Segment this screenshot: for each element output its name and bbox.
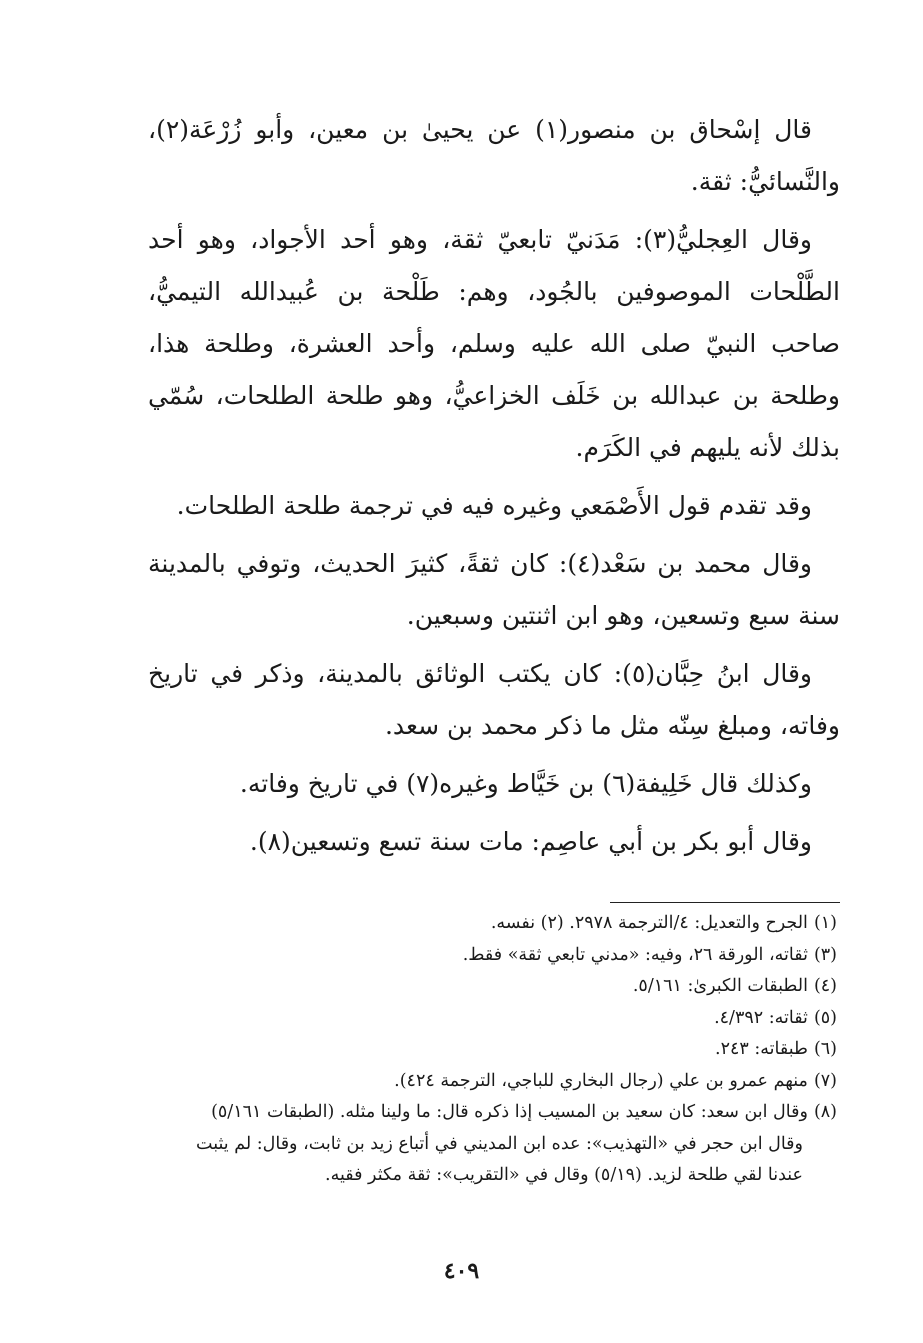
footnote-continuation: وقال ابن حجر في «التهذيب»: عده ابن المديني في أتباع زيد بن ثابت، وقال: لم يثبت	[196, 1133, 803, 1154]
main-text	[148, 104, 840, 874]
footnote	[145, 1097, 837, 1129]
footnote-number: (٦)	[813, 1039, 837, 1059]
footnote-number: (١)	[813, 913, 837, 933]
footnote-number: (٣)	[813, 944, 837, 965]
footnote-text: ثقاته، الورقة ٢٦، وفيه: «مدني تابعي ثقة» فقط.	[462, 944, 808, 965]
footnote-number: (٨)	[813, 1102, 837, 1122]
paragraph: وقد تقدم قول الأَصْمَعي وغيره فيه في ترجمة طلحة الطلحات.	[176, 491, 812, 520]
page-number: ٤٠٩	[443, 1258, 480, 1284]
paragraph: وقال أبو بكر بن أبي عاصِم: مات سنة تسع وتسعين(٨).	[249, 827, 812, 856]
footnote	[145, 1034, 837, 1066]
footnote	[145, 940, 837, 972]
footnote	[145, 908, 837, 940]
footnotes	[145, 908, 837, 1192]
paragraph: وقال محمد بن سَعْد(٤): كان ثقةً، كثيرَ الحديث، وتوفي بالمدينة سنة سبع وتسعين، وهو ابن اثنتين وسبعين.	[148, 549, 840, 630]
footnote	[145, 971, 837, 1003]
footnote-text: ثقاته: ٤/٣٩٢.	[714, 1007, 808, 1028]
paragraph: قال إسْحاق بن منصور(١) عن يحيىٰ بن معين، وأبو زُرْعَة(٢)، والنَّسائيُّ: ثقة.	[148, 115, 840, 196]
footnote	[145, 1066, 837, 1098]
footnote-continuation: عندنا لقي طلحة لزيد. (٥/١٩) وقال في «التقريب»: ثقة مكثر فقيه.	[325, 1165, 803, 1185]
footnote-text: الطبقات الكبرىٰ: ٥/١٦١.	[632, 976, 808, 996]
footnote	[145, 1003, 837, 1035]
footnote-number: (٥)	[813, 1007, 837, 1028]
footnote-number: (٧)	[813, 1070, 837, 1091]
footnote-text: منهم عمرو بن علي (رجال البخاري للباجي، الترجمة ٤٢٤).	[394, 1070, 808, 1091]
paragraph: وكذلك قال خَلِيفة(٦) بن خَيَّاط وغيره(٧) في تاريخ وفاته.	[239, 769, 812, 798]
paragraph: وقال العِجليُّ(٣): مَدَنيّ تابعيّ ثقة، وهو أحد الأجواد، وهو أحد الطَّلْحات الموصوفين بالجُود، وهم: طَلْحة بن عُبيدالله التيميُّ، صاحب النبيّ صلى الله عليه وسلم، وأحد العشرة، وطلحة هذا، وطلحة بن عبدالله بن خَلَف الخزاعيُّ، وهو طلحة الطلحات، سُمّي بذلك لأنه يليهم في الكَرَم.	[148, 225, 840, 462]
footnote-separator	[610, 902, 840, 903]
footnote-text: الجرح والتعديل: ٤/الترجمة ٢٩٧٨. (٢) نفسه.	[490, 913, 808, 933]
footnote-text: وقال ابن سعد: كان سعيد بن المسيب إذا ذكره قال: ما ولينا مثله. (الطبقات ٥/١٦١)	[211, 1102, 808, 1122]
footnote-number: (٤)	[813, 976, 837, 996]
paragraph: وقال ابنُ حِبَّان(٥): كان يكتب الوثائق بالمدينة، وذكر في تاريخ وفاته، ومبلغ سِنّه مثل ما ذكر محمد بن سعد.	[148, 659, 840, 740]
footnote-text: طبقاته: ٢٤٣.	[715, 1039, 808, 1059]
